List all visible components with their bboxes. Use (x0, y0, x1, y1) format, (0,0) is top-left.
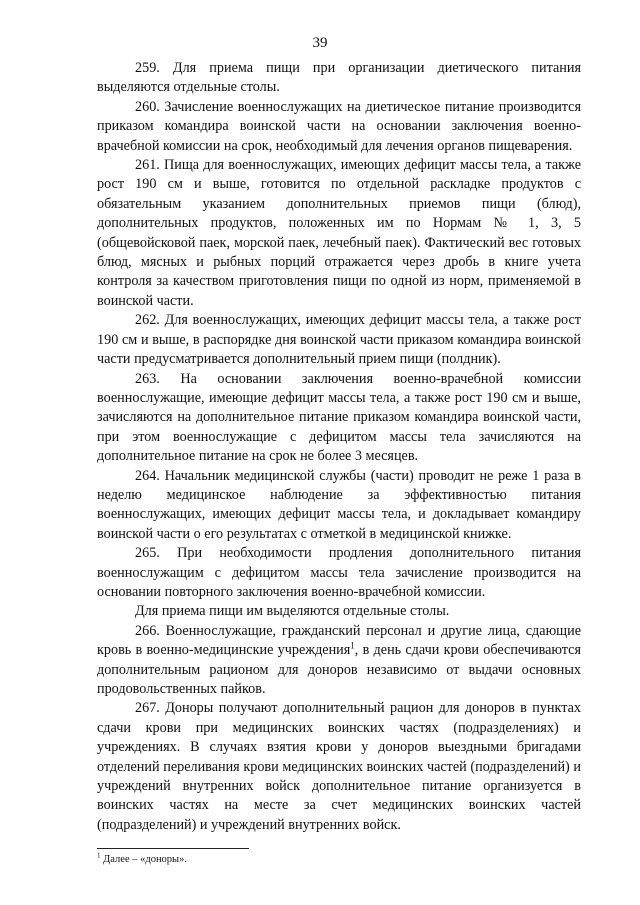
footnote-marker: 1 (97, 851, 101, 860)
paragraph-262: 262. Для военнослужащих, имеющих дефицит массы тела, а также рост 190 см и выше, в распорядке дня воинской части приказом командира воинской части предусматривается дополнительный прием пищи (полдник). (97, 312, 581, 368)
paragraph-260: 260. Зачисление военнослужащих на диетическое питание производится приказом командира воинской части на основании заключения военно-врачебной комиссии на срок, необходимый для лечения органов пищеварения. (97, 98, 581, 154)
footnote-text: Далее – «доноры». (100, 854, 187, 865)
paragraph-266 (97, 622, 581, 700)
paragraph-265-continued: Для приема пищи им выделяются отдельные столы. (135, 603, 450, 620)
paragraph-264: 264. Начальник медицинской службы (части) проводит не реже 1 раза в неделю медицинское наблюдение за эффективностью питания военнослужащих, имеющих дефицит массы тела, и докладывает командиру воинской части о его результатах с отметкой в медицинской книжке. (97, 467, 581, 542)
paragraph-267: 267. Доноры получают дополнительный рацион для доноров в пунктах сдачи крови при медицинских воинских частях (подразделениях) и учреждениях. В случаях взятия крови у доноров выездными бригадами отделений переливания крови медицинских воинских частей (подразделений) и учреждений внутренних войск дополнительное питание организуется в воинских частях на месте за счет медицинских воинских частей (подразделений) и учреждений внутренних войск. (97, 700, 581, 833)
footnote (97, 853, 187, 867)
paragraph-266-text-before: 266. Военнослужащие, гражданский персонал и другие лица, сдающие кровь в военно-медицинские учреждения (97, 622, 581, 659)
paragraph-266-text-after: , в день сдачи крови обеспечиваются дополнительным рационом для доноров независимо от выдачи основных продовольственных пайков. (97, 642, 581, 697)
paragraph-259: 259. Для приема пищи при организации диетического питания выделяются отдельные столы. (97, 60, 581, 96)
footnote-reference: 1 (350, 640, 355, 651)
paragraph-261: 261. Пища для военнослужащих, имеющих дефицит массы тела, а также рост 190 см и выше, готовится по отдельной раскладке продуктов с обязательным указанием дополнительных приемов пищи (блюд), дополнительных продуктов, положенных им по Нормам № 1, 3, 5 (общевойсковой паек, морской паек, лечебный паек). Фактический вес готовых блюд, мясных и рыбных порций отражается через дробь в книге учета контроля за качеством приготовления пищи по одной из норм, применяемой в воинской части. (97, 157, 581, 309)
paragraph-265: 265. При необходимости продления дополнительного питания военнослужащим с дефицитом массы тела зачисление производится на основании повторного заключения военно-врачебной комиссии. (97, 545, 581, 600)
footnote-divider (97, 848, 249, 849)
document-body (97, 59, 581, 835)
paragraph-263: 263. На основании заключения военно-врачебной комиссии военнослужащие, имеющие дефицит массы тела, а также рост 190 см и выше, зачисляются на дополнительное питание приказом командира воинской части, при этом военнослужащие с дефицитом массы тела зачисляются на дополнительное питание на срок не более 3 месяцев. (97, 370, 581, 465)
page-number: 39 (312, 35, 328, 51)
